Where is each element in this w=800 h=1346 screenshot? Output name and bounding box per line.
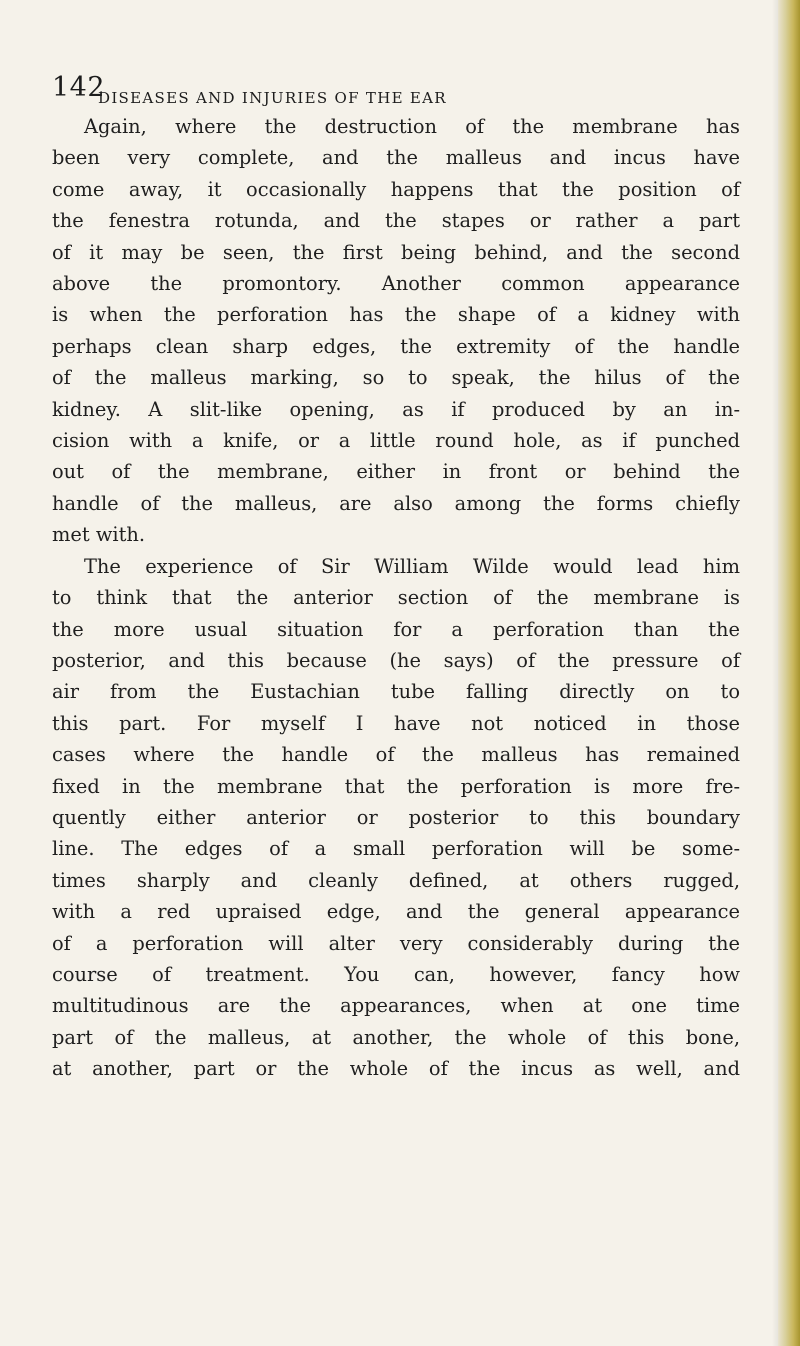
body-text: [52, 111, 740, 1085]
text-line: multitudinous are the appearances, when at one time: [52, 994, 740, 1018]
text-line: met with.: [52, 523, 146, 547]
text-line: fixed in the membrane that the perforation is more fre-: [52, 774, 740, 798]
text-line: The experience of Sir William Wilde would lead him: [84, 554, 740, 578]
text-line: course of treatment. You can, however, fancy how: [52, 962, 740, 986]
text-line: of the malleus marking, so to speak, the hilus of the: [52, 366, 740, 390]
text-line: quently either anterior or posterior to this boundary: [52, 805, 740, 829]
text-line: part of the malleus, at another, the whole of this bone,: [52, 1025, 740, 1049]
text-line: been very complete, and the malleus and incus have: [52, 146, 740, 170]
text-line: air from the Eustachian tube falling directly on to: [52, 680, 740, 704]
text-line: of it may be seen, the first being behind, and the second: [52, 240, 740, 264]
text-line: is when the perforation has the shape of a kidney with: [52, 303, 740, 327]
running-head: DISEASES AND INJURIES OF THE EAR: [98, 89, 447, 107]
page-header: [52, 72, 752, 112]
text-line: cision with a knife, or a little round hole, as if punched: [52, 429, 740, 453]
text-line: at another, part or the whole of the incus as well, and: [52, 1057, 740, 1081]
text-line: out of the membrane, either in front or behind the: [52, 460, 740, 484]
text-line: times sharply and cleanly defined, at others rugged,: [52, 868, 740, 892]
text-line: perhaps clean sharp edges, the extremity of the handle: [52, 334, 740, 358]
text-line: line. The edges of a small perforation will be some-: [52, 837, 740, 861]
text-line: kidney. A slit-like opening, as if produced by an in-: [52, 397, 740, 421]
text-line: above the promontory. Another common appearance: [52, 272, 740, 296]
page-number: 142: [52, 72, 106, 103]
text-line: to think that the anterior section of the membrane is: [52, 586, 740, 610]
text-line: the fenestra rotunda, and the stapes or rather a part: [52, 209, 740, 233]
text-line: cases where the handle of the malleus has remained: [52, 743, 740, 767]
text-line: with a red upraised edge, and the general appearance: [52, 900, 740, 924]
text-line: the more usual situation for a perforation than the: [52, 617, 740, 641]
text-line: posterior, and this because (he says) of the pressure of: [52, 648, 740, 672]
text-line: Again, where the destruction of the membrane has: [84, 115, 740, 138]
text-line: this part. For myself I have not noticed in those: [52, 711, 740, 735]
page-edge: [778, 0, 800, 1346]
text-line: handle of the malleus, are also among the forms chiefly: [52, 491, 740, 515]
text-line: come away, it occasionally happens that the position of: [52, 177, 740, 201]
text-line: of a perforation will alter very considerably during the: [52, 931, 740, 955]
